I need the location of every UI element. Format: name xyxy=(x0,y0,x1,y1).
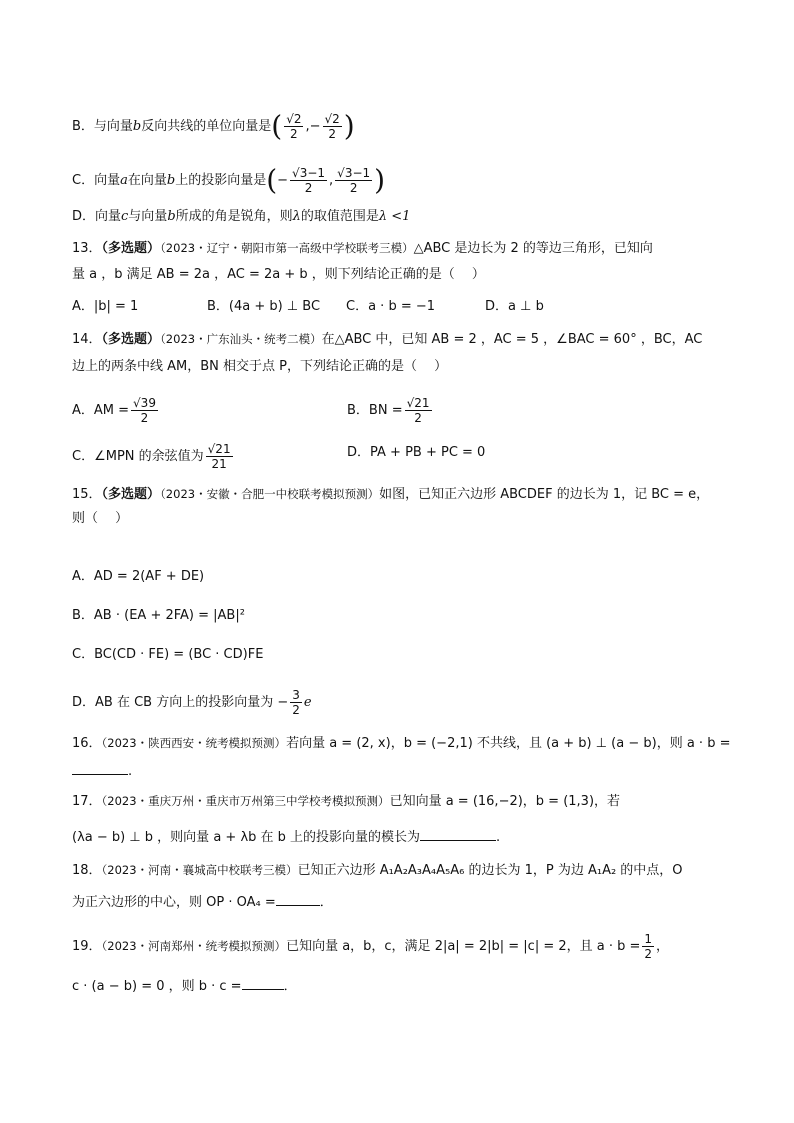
q14-option-a: A．AM = $\frac{√39}{2}$ xyxy=(72,396,156,425)
option-text: 反向共线的单位向量是 xyxy=(141,119,272,134)
q12-option-c: C．向量a在向量b上的投影向量是(− $\frac{√3-1}{2}$ , $\frac{√3-1}{2}$ ) xyxy=(72,163,386,197)
q18-stem-line1: 18．（2023・河南・襄城高中校联考三模）已知正六边形 A₁A₂A₃A₄A₅A₆ 的边长为 1，P 为边 A₁A₂ 的中点，O xyxy=(72,863,683,878)
q14-option-b: B．BN = $\frac{√21}{2}$ xyxy=(347,396,430,425)
fraction: $\frac{√2}{2}$ xyxy=(286,112,302,141)
q13-option-b: B．(4a + b) ⊥ BC xyxy=(207,299,321,314)
q18-stem-line2: 为正六边形的中心，则 OP · OA₄ = ． xyxy=(72,891,333,912)
answer-blank[interactable] xyxy=(276,891,320,906)
q13-option-d: D．a ⊥ b xyxy=(485,299,544,314)
q12-option-d: D．向量c与向量b所成的角是锐角，则λ的取值范围是λ <1 xyxy=(72,209,411,224)
question-tag: （多选题） xyxy=(101,487,161,502)
q14-stem-line2: 边上的两条中线 AM，BN 相交于点 P，下列结论正确的是（ ） xyxy=(72,359,448,374)
question-source: （2023・陕西西安・统考模拟预测） xyxy=(101,736,287,750)
q14-option-c: C．∠MPN 的余弦值为 $\frac{√21}{21}$ xyxy=(72,442,231,471)
q19-stem-line1: 19．（2023・河南郑州・统考模拟预测）已知向量 a，b，c，满足 2|a| = 2|b| = |c| = 2，且 a · b = $\frac{1}{2}$ ， xyxy=(72,932,670,961)
answer-blank[interactable] xyxy=(72,760,128,775)
q13-option-c: C．a · b = −1 xyxy=(346,299,436,314)
question-source: （2023・安徽・合肥一中校联考模拟预测） xyxy=(160,487,380,501)
question-tag: （多选题） xyxy=(101,241,161,256)
q15-option-a: A．AD = 2(AF + DE) xyxy=(72,569,205,584)
question-source: （2023・重庆万州・重庆市万州第三中学校考模拟预测） xyxy=(101,794,390,808)
q12-option-b: B．与向量b反向共线的单位向量是( $\frac{√2}{2}$ ,− $\frac{√2}{2}$ ) xyxy=(72,109,355,143)
q15-stem-line1: 15．（多选题）（2023・安徽・合肥一中校联考模拟预测）如图，已知正六边形 ABCDEF 的边长为 1，记 BC = e， xyxy=(72,487,710,502)
q15-option-b: B．AB · (EA + 2FA) = |AB|² xyxy=(72,608,245,623)
option-label: B．与向量 xyxy=(72,119,133,134)
q19-stem-line2: c · (a − b) = 0 ，则 b · c = ． xyxy=(72,975,297,996)
fraction: $\frac{√3-1}{2}$ xyxy=(337,166,371,195)
q16-answer-line: . xyxy=(72,760,132,781)
q17-stem-line2: (λa − b) ⊥ b ，则向量 a + λb 在 b 上的投影向量的模长为 . xyxy=(72,826,500,847)
q15-stem-line2: 则（ ） xyxy=(72,511,129,526)
answer-blank[interactable] xyxy=(420,826,496,841)
question-source: （2023・广东汕头・统考二模） xyxy=(160,332,322,346)
q15-option-c: C．BC(CD · FE) = (BC · CD)FE xyxy=(72,647,264,662)
q13-option-a: A．|b| = 1 xyxy=(72,299,139,314)
question-source: （2023・河南・襄城高中校联考三模） xyxy=(101,863,298,877)
question-source: （2023・辽宁・朝阳市第一高级中学校联考三模） xyxy=(160,241,414,255)
q17-stem-line1: 17．（2023・重庆万州・重庆市万州第三中学校考模拟预测）已知向量 a = (16,−2)，b = (1,3)，若 xyxy=(72,794,621,809)
q14-option-d: D．PA + PB + PC = 0 xyxy=(347,445,486,460)
q14-stem-line1: 14．（多选题）（2023・广东汕头・统考二模）在△ABC 中，已知 AB = 2 ，AC = 5 ，∠BAC = 60° ，BC，AC xyxy=(72,332,703,347)
question-tag: （多选题） xyxy=(101,332,161,347)
fraction: $\frac{√3-1}{2}$ xyxy=(292,166,326,195)
q13-stem-line1: 13．（多选题）（2023・辽宁・朝阳市第一高级中学校联考三模）△ABC 是边长为 2 的等边三角形，已知向 xyxy=(72,241,653,256)
q16-stem: 16．（2023・陕西西安・统考模拟预测）若向量 a = (2, x)，b = (−2,1) 不共线，且 (a + b) ⊥ (a − b)，则 a · b = xyxy=(72,736,731,751)
q13-stem-line2: 量 a ，b 满足 AB = 2a ，AC = 2a + b ，则下列结论正确的是（ ） xyxy=(72,267,485,282)
question-source: （2023・河南郑州・统考模拟预测） xyxy=(101,939,287,953)
vector-b: b xyxy=(132,119,142,134)
q15-option-d: D．AB 在 CB 方向上的投影向量为 − $\frac{3}{2}$ e xyxy=(72,688,312,717)
option-label: C．向量 xyxy=(72,173,121,188)
answer-blank[interactable] xyxy=(242,975,284,990)
fraction: $\frac{√2}{2}$ xyxy=(324,112,340,141)
